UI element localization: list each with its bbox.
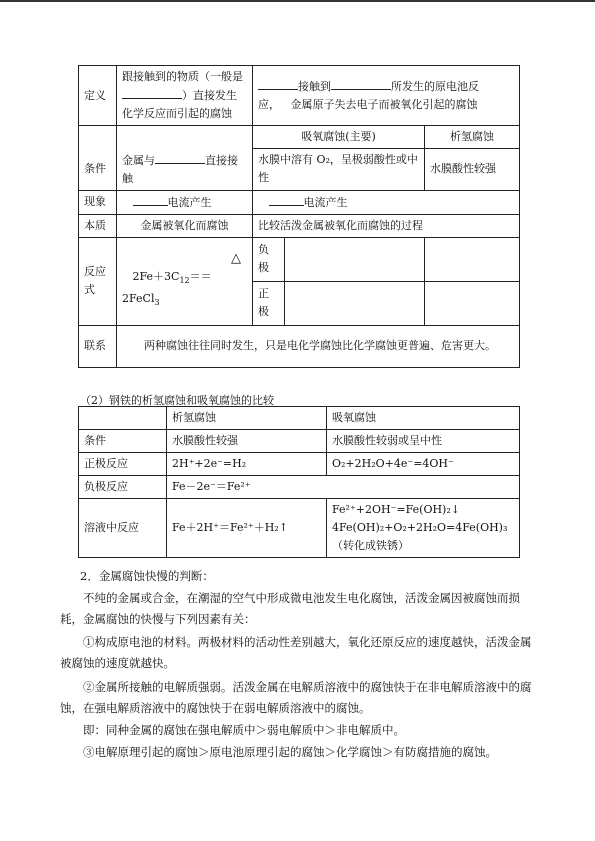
section-heading: 2．金属腐蚀快慢的判断： xyxy=(80,569,214,583)
table-row xyxy=(79,237,520,281)
header-oxygen: 吸氧腐蚀 xyxy=(327,407,520,430)
oxygen-positive: O₂+2H₂O+4e⁻=4OH⁻ xyxy=(327,453,520,476)
paragraph: 即：同种金属的腐蚀在强电解质中＞弱电解质中＞非电解质中。 xyxy=(83,723,405,737)
oxygen-condition-cell: 水膜中溶有 O₂，呈极弱酸性或中性 xyxy=(253,149,425,191)
row-label: 负极反应 xyxy=(79,476,167,499)
oxygen-condition: 水膜酸性较弱或呈中性 xyxy=(327,430,520,453)
row-label: 现象 xyxy=(79,190,117,214)
oxygen-solution: Fe²⁺+2OH⁻=Fe(OH)₂↓ 4Fe(OH)₂+O₂+2H₂O=4Fe(OH)₃ （转化成铁锈） xyxy=(327,499,520,558)
row-label: 正极反应 xyxy=(79,453,167,476)
fill-blank[interactable] xyxy=(269,193,304,206)
sub-header-oxygen: 吸氧腐蚀(主要) xyxy=(253,126,425,149)
hydrogen-negative-cell[interactable] xyxy=(425,237,520,281)
row-label: 条件 xyxy=(79,149,117,191)
chem-reaction-cell: △ $2Fe+3C_{12}==$ 2FeCl$_3$ xyxy=(117,237,253,325)
elec-essence-cell: 比较活泼金属被氧化而腐蚀的过程 xyxy=(253,214,520,237)
positive-electrode-label: 正极 xyxy=(253,281,285,325)
oxygen-positive-cell[interactable] xyxy=(285,281,425,325)
paragraph: ①构成原电池的材料。两极材料的活动性差别越大，氧化还原反应的速度越快，活泼金属被腐蚀的速度就越快。 xyxy=(60,635,532,670)
table-row xyxy=(79,499,520,558)
row-label: 反应式 xyxy=(79,237,117,325)
table-row xyxy=(79,325,520,367)
row-label: 联系 xyxy=(79,325,117,367)
sub-header-hydrogen: 析氢腐蚀 xyxy=(425,126,520,149)
row-label: 本质 xyxy=(79,214,117,237)
table-row xyxy=(79,149,520,191)
fill-blank[interactable] xyxy=(155,151,205,164)
table-row xyxy=(79,214,520,237)
negative-electrode-label: 负极 xyxy=(253,237,285,281)
elec-definition-cell: 接触到 所发生的原电池反应， 金属原子失去电子而被氧化引起的腐蚀 xyxy=(253,66,520,126)
elec-phenomenon-cell: 电流产生 xyxy=(253,190,520,214)
hydrogen-condition-cell: 水膜酸性较强 xyxy=(425,149,520,191)
relation-cell: 两种腐蚀往往同时发生，只是电化学腐蚀比化学腐蚀更普遍、危害更大。 xyxy=(117,325,520,367)
header-hydrogen: 析氢腐蚀 xyxy=(167,407,327,430)
header-rule xyxy=(0,0,595,2)
negative-reaction: Fe－2e⁻＝Fe²⁺ xyxy=(167,476,520,499)
fill-blank[interactable] xyxy=(133,193,168,206)
fill-blank[interactable] xyxy=(258,77,298,90)
table-row xyxy=(79,407,520,430)
table-row xyxy=(79,66,520,126)
chem-phenomenon-cell: 电流产生 xyxy=(117,190,253,214)
row-label: 溶液中反应 xyxy=(79,499,167,558)
chem-condition-cell: 金属与 直接接触 xyxy=(117,149,253,191)
hydrogen-solution: Fe＋2H⁺＝Fe²⁺＋H₂↑ xyxy=(167,499,327,558)
table-row xyxy=(79,126,520,149)
table-row xyxy=(79,453,520,476)
hydrogen-positive: 2H⁺+2e⁻=H₂ xyxy=(167,453,327,476)
fill-blank[interactable] xyxy=(122,86,182,99)
chem-essence-cell: 金属被氧化而腐蚀 xyxy=(117,214,253,237)
row-label: 条件 xyxy=(79,430,167,453)
table-row xyxy=(79,476,520,499)
corrosion-comparison-table xyxy=(78,65,520,368)
table-row xyxy=(79,430,520,453)
paragraph: ②金属所接触的电解质强弱。活泼金属在电解质溶液中的腐蚀快于在非电解质溶液中的腐蚀，在强电解质溶液中的腐蚀快于在弱电解质溶液中的腐蚀。 xyxy=(60,680,532,715)
chem-definition-cell: 跟接触到的物质（一般是）直接发生化学反应而引起的腐蚀 xyxy=(117,66,253,126)
fill-blank[interactable] xyxy=(331,77,391,90)
oxygen-negative-cell[interactable] xyxy=(285,237,425,281)
heat-triangle-icon: △ xyxy=(231,250,241,266)
hydrogen-positive-cell[interactable] xyxy=(425,281,520,325)
hydrogen-condition: 水膜酸性较强 xyxy=(167,430,327,453)
table-row xyxy=(79,190,520,214)
paragraph: ③电解原理引起的腐蚀＞原电池原理引起的腐蚀＞化学腐蚀＞有防腐措施的腐蚀。 xyxy=(83,745,497,759)
row-label: 定义 xyxy=(79,66,117,126)
table2-caption: （2）钢铁的析氢腐蚀和吸氧腐蚀的比较 xyxy=(80,394,274,407)
paragraph: 不纯的金属或合金，在潮湿的空气中形成微电池发生电化腐蚀，活泼金属因被腐蚀而损耗，金属腐蚀的快慢与下列因素有关： xyxy=(60,591,520,626)
steel-corrosion-table xyxy=(78,406,520,558)
